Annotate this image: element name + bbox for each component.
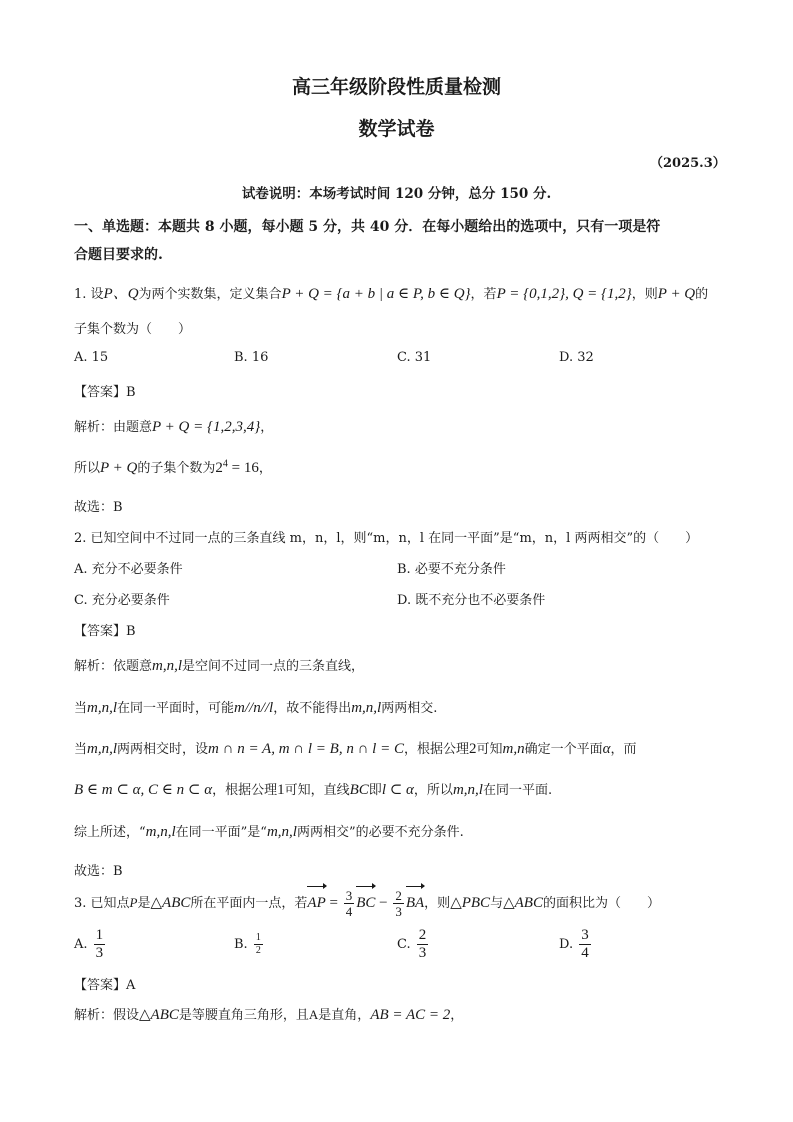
q3-triangle-abc: △ABC bbox=[503, 895, 543, 911]
q2-s4-text2: 可知，直线 bbox=[284, 783, 350, 798]
q3-s1-text3: 是直角， bbox=[318, 1008, 371, 1023]
q2-option-c: C. 充分必要条件 bbox=[74, 593, 170, 608]
q1-text1: 为两个实数集，定义集合 bbox=[138, 287, 282, 302]
q2-s2-text4: 两两相交. bbox=[381, 701, 438, 716]
q1-pq: P + Q bbox=[657, 286, 696, 302]
q3-opt-d-num: 3 bbox=[581, 927, 589, 943]
q3-option-a bbox=[74, 928, 107, 962]
q2-s3-text4: 可知 bbox=[476, 742, 503, 757]
q3-fraction-2 bbox=[393, 889, 404, 918]
q1-given: P = {0,1,2}, Q = {1,2} bbox=[496, 286, 632, 302]
question-2-stem: 2. 已知空间中不过同一点的三条直线 m，n，l，则“m，n，l 在同一平面”是“m，n，l 两两相交”的（ ） bbox=[74, 531, 699, 546]
q3-opt-b-num: 1 bbox=[255, 932, 261, 943]
q1-sol2-text1: 所以 bbox=[74, 461, 101, 476]
q3-opt-a-frac bbox=[94, 928, 106, 961]
q3-answer: 【答案】A bbox=[74, 978, 136, 993]
q3-num: 3. 已知点 bbox=[74, 896, 130, 911]
q2-solution-line2 bbox=[74, 697, 437, 717]
q3-opt-d-label: D. bbox=[559, 937, 574, 952]
q3-text1: 是 bbox=[137, 896, 151, 911]
q3-triangle-pbc: △PBC bbox=[450, 895, 491, 911]
q2-s3-math3: m,n bbox=[502, 741, 525, 757]
section-heading-line2: 合题目要求的. bbox=[74, 247, 163, 263]
q3-s1-math3: AB = AC = 2 bbox=[370, 1007, 451, 1023]
q2-s1-math: m,n,l bbox=[152, 658, 183, 674]
q1-option-b: B. 16 bbox=[234, 350, 269, 365]
q3-vector-ap: AP bbox=[307, 886, 325, 920]
q2-s2-math1: m,n,l bbox=[87, 700, 118, 716]
q1-sol2-exp: 4 bbox=[222, 458, 228, 470]
q3-opt-b-label: B. bbox=[234, 937, 248, 952]
q3-s1-text2: 是等腰直角三角形，且 bbox=[178, 1008, 309, 1023]
section-heading-line1: 一、单选题：本题共 8 小题，每小题 5 分，共 40 分．在每小题给出的选项中，只有一项是符 bbox=[74, 219, 661, 235]
q1-option-c: C. 31 bbox=[397, 350, 432, 365]
q1-choose: 故选：B bbox=[74, 500, 123, 515]
q2-s3-math4: α bbox=[602, 741, 611, 757]
exam-subtitle: 数学试卷 bbox=[358, 118, 435, 140]
q3-opt-c-num: 2 bbox=[418, 927, 427, 943]
q1-sol1-punct: ， bbox=[260, 420, 274, 435]
q2-choose: 故选：B bbox=[74, 864, 123, 879]
q1-sol1-math: P + Q = {1,2,3,4} bbox=[152, 419, 261, 435]
q3-option-b bbox=[234, 928, 265, 962]
q3-f1-num: 3 bbox=[345, 888, 353, 903]
q2-s3-text2: 两两相交时，设 bbox=[117, 742, 209, 757]
q3-opt-a-den: 3 bbox=[95, 945, 104, 961]
q3-text4: 与 bbox=[490, 896, 504, 911]
q2-solution-line5 bbox=[74, 821, 464, 841]
q3-opt-c-frac bbox=[417, 928, 429, 961]
q1-sol2-base: 2 bbox=[215, 460, 223, 476]
q2-s1-text1: 解析：依题意 bbox=[74, 659, 153, 674]
q1-sol2-text2: 的子集个数为 bbox=[137, 461, 216, 476]
q3-opt-d-den: 4 bbox=[581, 945, 589, 961]
q1-option-a: A. 15 bbox=[74, 350, 109, 365]
q1-text3: ，则 bbox=[631, 287, 658, 302]
q2-s2-text3: ，故不能得出 bbox=[273, 701, 352, 716]
q3-triangle: △ABC bbox=[150, 895, 191, 911]
q2-option-a: A. 充分不必要条件 bbox=[74, 562, 183, 577]
q3-s1-math1: △ABC bbox=[139, 1007, 179, 1023]
q2-s1-text2: 是空间不过同一点的三条直线， bbox=[182, 659, 365, 674]
q2-s4-text5: 在同一平面. bbox=[482, 783, 553, 798]
q2-s4-text3: 即 bbox=[368, 783, 382, 798]
q1-answer: 【答案】B bbox=[74, 385, 136, 400]
q3-text5: 的面积比为（ ） bbox=[542, 896, 660, 911]
exam-date: （2025.3） bbox=[650, 156, 726, 171]
q1-sol1-text: 解析：由题意 bbox=[74, 420, 153, 435]
q2-s5-text3: 两两相交”的必要不充分条件. bbox=[296, 825, 464, 840]
q1-solution-line2 bbox=[74, 457, 272, 477]
q2-s5-text1: 综上所述，“ bbox=[74, 825, 146, 840]
q1-sol2-punct: ， bbox=[258, 461, 272, 476]
q3-text2: 所在平面内一点，若 bbox=[190, 896, 308, 911]
q3-opt-d-frac bbox=[579, 928, 591, 961]
q1-definition: P + Q = {a + b | a ∈ P, b ∈ Q} bbox=[281, 286, 471, 302]
q3-s1-punct: ， bbox=[450, 1008, 464, 1023]
q1-option-d: D. 32 bbox=[559, 350, 594, 365]
q3-vector-ba: BA bbox=[406, 886, 424, 920]
exam-title: 高三年级阶段性质量检测 bbox=[291, 76, 501, 98]
q2-solution-line1 bbox=[74, 655, 364, 675]
q3-opt-a-num: 1 bbox=[95, 927, 104, 943]
q2-s2-math2: m//n//l bbox=[234, 700, 274, 716]
q2-option-b: B. 必要不充分条件 bbox=[397, 562, 506, 577]
q1-sol2-math: P + Q bbox=[100, 460, 138, 476]
q2-option-d: D. 既不充分也不必要条件 bbox=[397, 593, 546, 608]
q2-s4-math2: BC bbox=[349, 782, 369, 798]
q3-minus: − bbox=[375, 895, 392, 911]
q2-s4-num: 1 bbox=[277, 782, 285, 798]
question-1-stem bbox=[74, 282, 708, 303]
q2-s3-math1: m,n,l bbox=[87, 741, 118, 757]
q3-option-c bbox=[397, 928, 430, 962]
q3-opt-c-den: 3 bbox=[418, 945, 427, 961]
q3-opt-b-den: 2 bbox=[255, 945, 261, 956]
q3-vector-bc: BC bbox=[356, 886, 375, 920]
q1-solution-line1 bbox=[74, 416, 273, 436]
q3-solution-line1 bbox=[74, 1004, 463, 1024]
q3-fraction-1 bbox=[344, 889, 355, 918]
q3-equals: = bbox=[325, 895, 342, 911]
q2-s5-text2: 在同一平面”是“ bbox=[175, 825, 267, 840]
q3-point: P bbox=[129, 895, 138, 910]
q1-sets: P、Q bbox=[103, 286, 139, 302]
q2-s3-text5: 确定一个平面 bbox=[524, 742, 603, 757]
q3-text3: ，则 bbox=[424, 896, 451, 911]
q2-s2-math3: m,n,l bbox=[351, 700, 382, 716]
q2-s3-text3: ，根据公理 bbox=[403, 742, 469, 757]
q2-s3-text1: 当 bbox=[74, 742, 88, 757]
q2-s4-text4: ，所以 bbox=[413, 783, 453, 798]
q2-s4-math1: B ∈ m ⊂ α, C ∈ n ⊂ α bbox=[74, 782, 213, 798]
q2-s4-math4: m,n,l bbox=[452, 782, 483, 798]
q3-s1-text1: 解析：假设 bbox=[74, 1008, 140, 1023]
question-1-line2: 子集个数为（ ） bbox=[74, 322, 192, 337]
q2-s4-text1: ，根据公理 bbox=[212, 783, 278, 798]
q3-opt-c-label: C. bbox=[397, 937, 411, 952]
q2-answer: 【答案】B bbox=[74, 624, 136, 639]
q2-s4-math3: l ⊂ α bbox=[381, 782, 414, 798]
q2-s2-text1: 当 bbox=[74, 701, 88, 716]
q1-num: 1. 设 bbox=[74, 287, 104, 302]
question-3-stem bbox=[74, 886, 660, 921]
q3-opt-a-label: A. bbox=[74, 937, 88, 952]
q3-f2-num: 2 bbox=[395, 888, 402, 903]
q1-sol2-eq: = 16 bbox=[227, 460, 259, 476]
q3-option-d bbox=[559, 928, 593, 962]
q2-s2-text2: 在同一平面时，可能 bbox=[117, 701, 235, 716]
q2-solution-line3 bbox=[74, 738, 637, 758]
exam-note: 试卷说明：本场考试时间 120 分钟，总分 150 分. bbox=[241, 186, 552, 202]
q2-s3-math2: m ∩ n = A, m ∩ l = B, n ∩ l = C bbox=[208, 741, 404, 757]
q2-s5-math2: m,n,l bbox=[266, 824, 297, 840]
q2-solution-line4 bbox=[74, 779, 552, 799]
q2-s3-text6: ，而 bbox=[610, 742, 637, 757]
q3-s1-math2: A bbox=[308, 1007, 319, 1022]
q1-text4: 的 bbox=[695, 287, 709, 302]
q3-opt-b-frac bbox=[254, 933, 263, 956]
q2-s3-num: 2 bbox=[468, 741, 477, 757]
q2-s5-math1: m,n,l bbox=[145, 824, 176, 840]
q3-f2-den: 3 bbox=[395, 904, 402, 919]
q3-f1-den: 4 bbox=[345, 904, 353, 919]
q1-text2: ，若 bbox=[470, 287, 497, 302]
